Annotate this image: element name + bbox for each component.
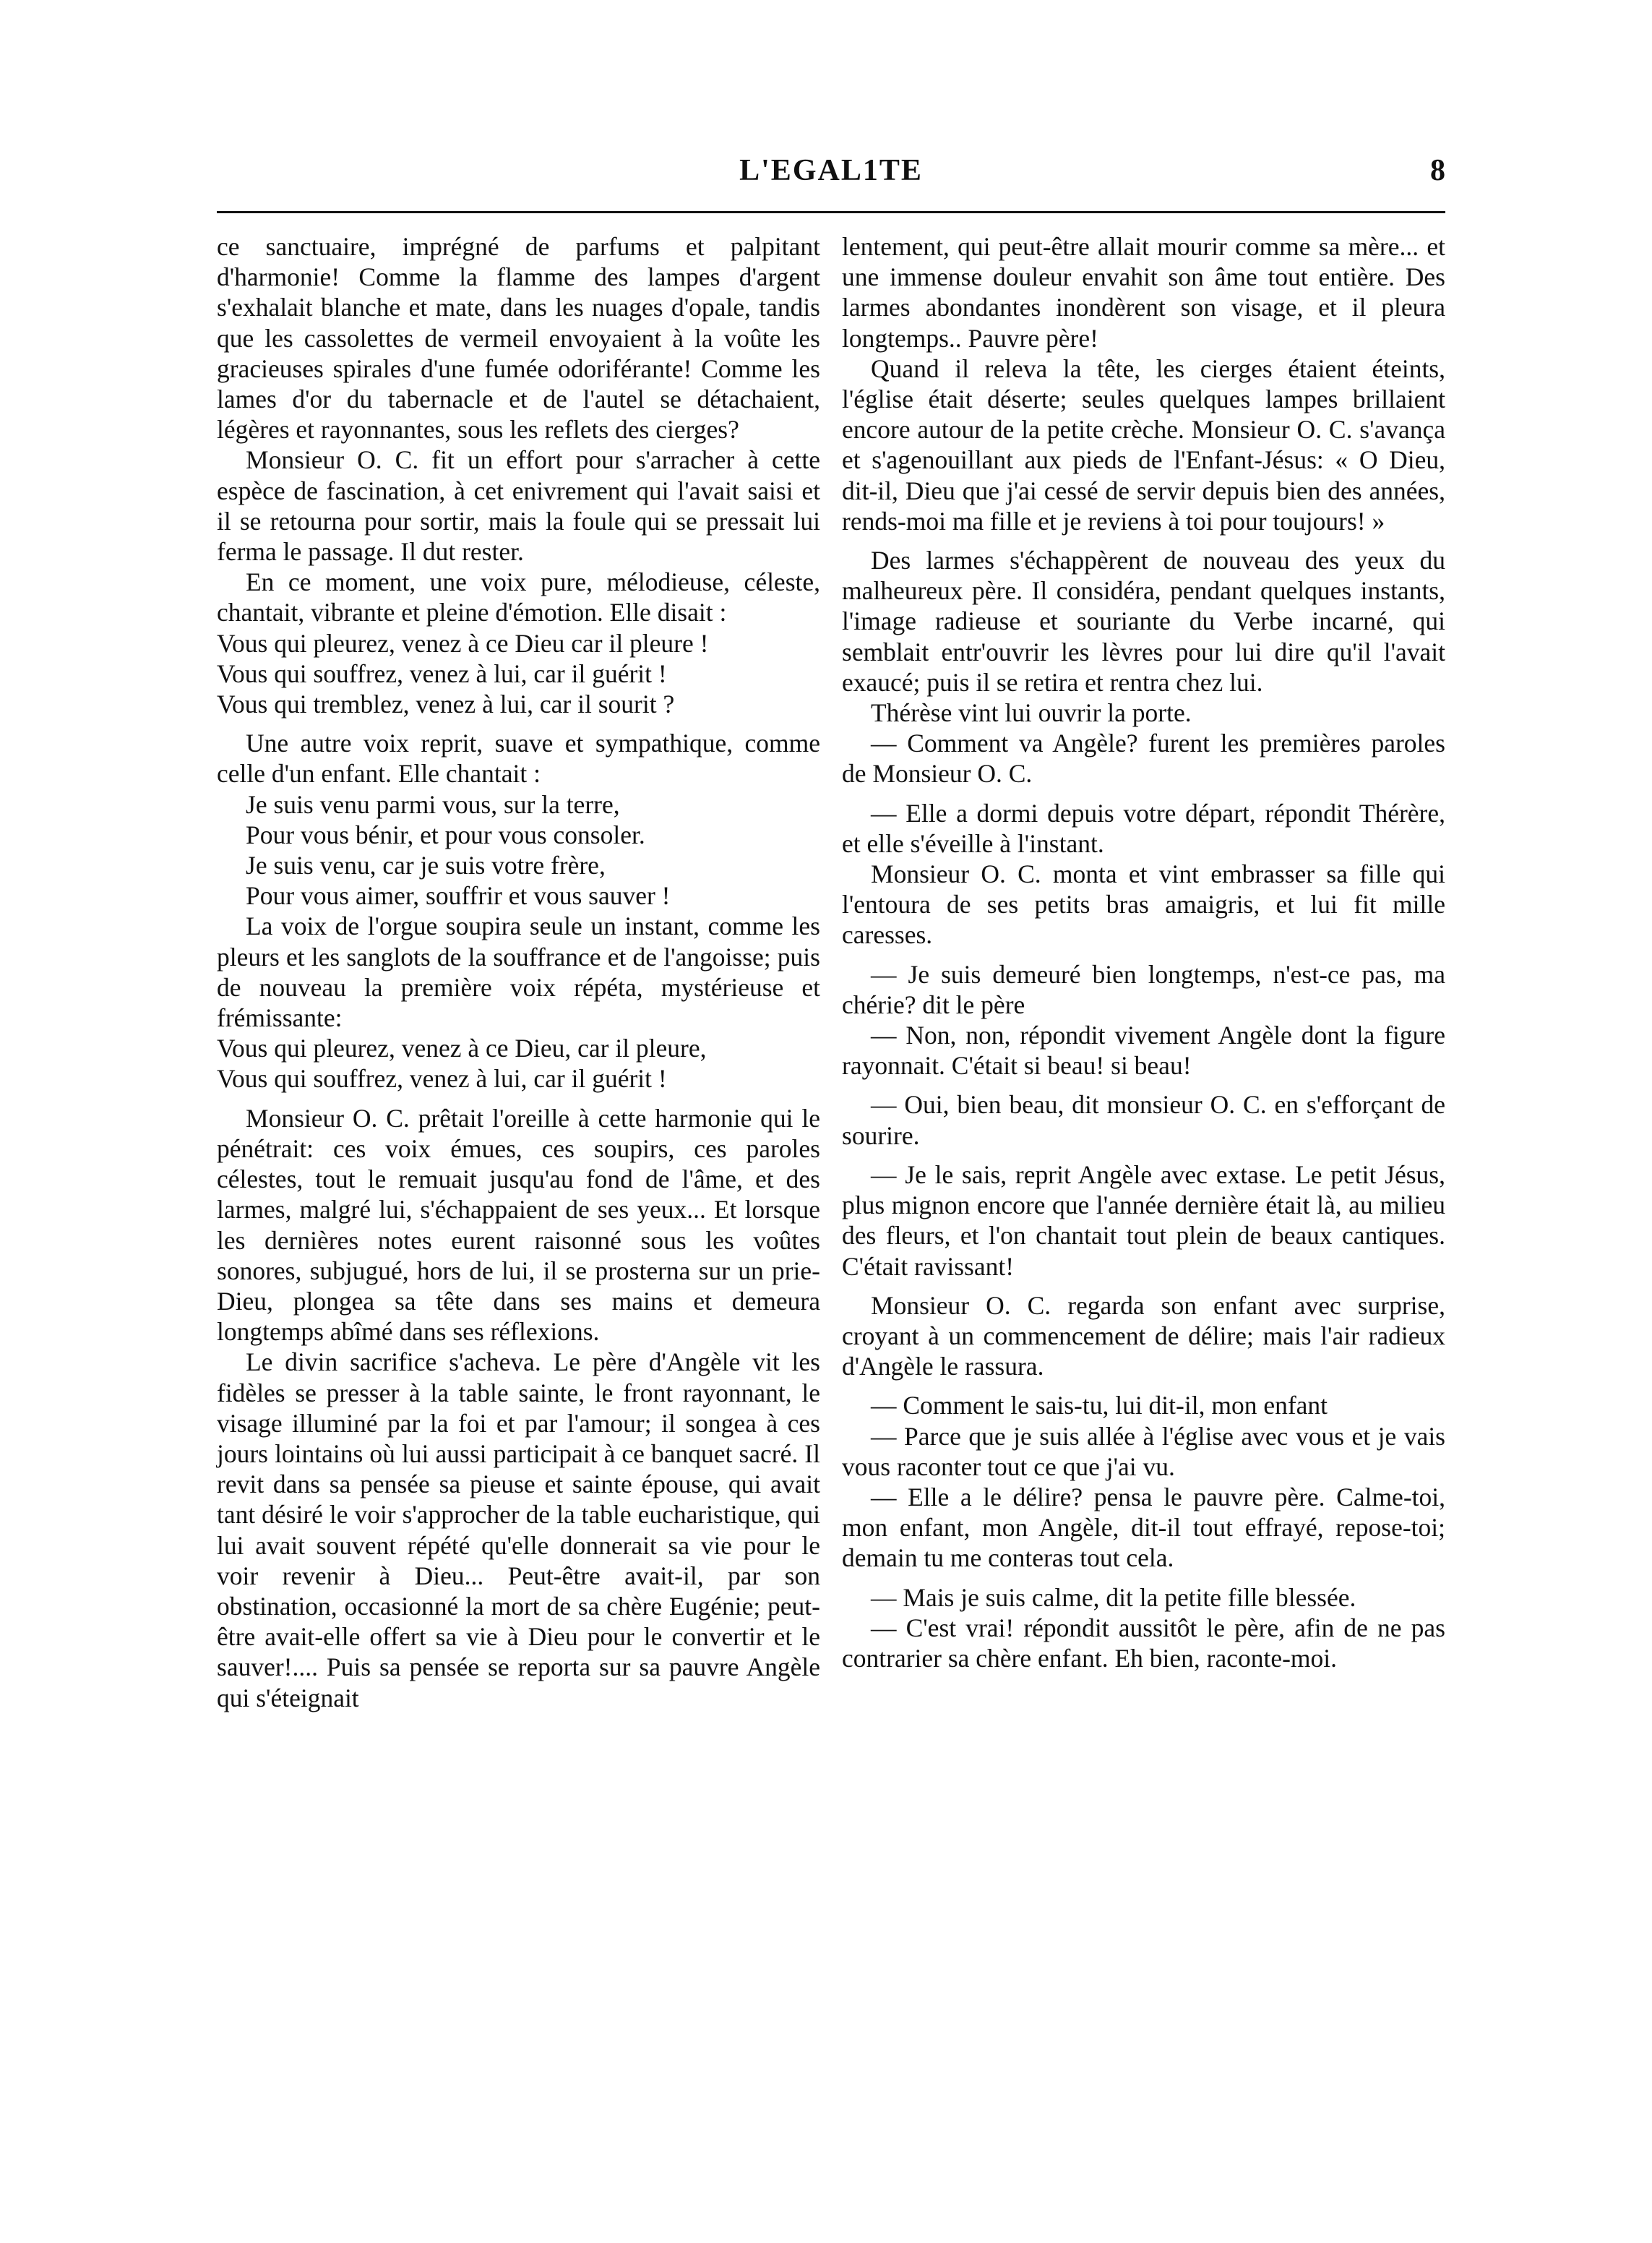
paragraph: La voix de l'orgue soupira seule un instant, comme les pleurs et les sanglots de la souffrance et de l'angoisse; puis de nouveau la première voix répéta, mystérieuse et frémissante: [217,912,820,1033]
paragraph: ce sanctuaire, imprégné de parfums et palpitant d'harmonie! Comme la flamme des lampes d'argent s'exhalait blanche et mate, dans les nuages d'opale, tandis que les cassolettes de vermeil envoyaient à la voûte les gracieuses spirales d'une fumée odoriférante! Comme les lames d'or du tabernacle et de l'autel se détachaient, légères et rayonnantes, sous les reflets des cierges? [217,232,820,445]
paragraph: lentement, qui peut-être allait mourir comme sa mère... et une immense douleur envahit son âme tout entière. Des larmes abondantes inondèrent son visage, et il pleura longtemps.. Pauvre père! [842,232,1445,353]
paragraph: En ce moment, une voix pure, mélodieuse, céleste, chantait, vibrante et pleine d'émotion. Elle disait : [217,567,820,627]
left-column [217,231,820,1713]
verse-line: Vous qui tremblez, venez à lui, car il sourit ? [217,690,675,719]
paragraph: — Elle a dormi depuis votre départ, répondit Thérère, et elle s'éveille à l'instant. [842,798,1445,858]
paragraph: Monsieur O. C. fit un effort pour s'arracher à cette espèce de fascination, à cet enivrement qui l'avait saisi et il se retourna pour sortir, mais la foule qui se pressait lui ferma le passage. Il dut rester. [217,445,820,567]
paragraph: — Comment va Angèle? furent les premières paroles de Monsieur O. C. [842,729,1445,789]
paragraph: Des larmes s'échappèrent de nouveau des yeux du malheureux père. Il considéra, pendant quelques instants, l'image radieuse et souriante du Verbe incarné, qui semblait entr'ouvrir les lèvres pour lui dire qu'il l'avait exaucé; puis il se retira et rentra chez lui. [842,546,1445,697]
verse-line: Vous qui souffrez, venez à lui, car il guérit ! [217,659,667,688]
right-column [842,231,1445,1673]
journal-title: L'EGAL1TE [739,154,923,187]
paragraph: Monsieur O. C. monta et vint embrasser sa fille qui l'entoura de ses petits bras amaigris, et lui fit mille caresses. [842,859,1445,950]
verse-line: Je suis venu parmi vous, sur la terre, [246,789,620,819]
verse-line: Vous qui souffrez, venez à lui, car il guérit ! [217,1064,667,1094]
paragraph: — Oui, bien beau, dit monsieur O. C. en s'efforçant de sourire. [842,1090,1445,1150]
paragraph: Une autre voix reprit, suave et sympathique, comme celle d'un enfant. Elle chantait : [217,729,820,789]
running-header [217,153,1445,197]
header-rule [217,211,1445,213]
paragraph: — C'est vrai! répondit aussitôt le père, afin de ne pas contrarier sa chère enfant. Eh bien, raconte-moi. [842,1613,1445,1673]
paragraph: — Je suis demeuré bien longtemps, n'est-ce pas, ma chérie? dit le père [842,959,1445,1019]
verse-line: Pour vous bénir, et pour vous consoler. [246,820,645,849]
paragraph: — Non, non, répondit vivement Angèle dont la figure rayonnait. C'était si beau! si beau! [842,1021,1445,1081]
paragraph: Monsieur O. C. prêtait l'oreille à cette harmonie qui le pénétrait: ces voix émues, ces soupirs, ces paroles célestes, tout le remuait jusqu'au fond de l'âme, et des larmes, malgré lui, s'échappaient de ses yeux... Et lorsque les dernières notes eurent raisonné sous les voûtes sonores, subjugué, hors de lui, il se prosterna sur un prie-Dieu, plongea sa tête dans ses mains et demeura longtemps abîmé dans ses réflexions. [217,1103,820,1347]
paragraph: — Comment le sais-tu, lui dit-il, mon enfant [871,1391,1328,1420]
paragraph: — Je le sais, reprit Angèle avec extase. Le petit Jésus, plus mignon encore que l'année dernière était là, au milieu des fleurs, et l'on chantait tout plein de beaux cantiques. C'était ravissant! [842,1159,1445,1281]
paragraph: Monsieur O. C. regarda son enfant avec surprise, croyant à un commencement de délire; mais l'air radieux d'Angèle le rassura. [842,1290,1445,1381]
paragraph: — Mais je suis calme, dit la petite fille blessée. [871,1582,1356,1612]
paragraph: — Elle a le délire? pensa le pauvre père. Calme-toi, mon enfant, mon Angèle, dit-il tout effrayé, repose-toi; demain tu me conteras tout cela. [842,1482,1445,1573]
paragraph: Le divin sacrifice s'acheva. Le père d'Angèle vit les fidèles se presser à la table sainte, le front rayonnant, le visage illuminé par la foi et par l'amour; il songea à ces jours lointains où lui aussi participait à ce banquet sacré. Il revit dans sa pensée sa pieuse et sainte épouse, qui avait tant désiré le voir s'approcher de la table eucharistique, qui lui avait souvent répété qu'elle donnerait sa vie pour le voir revenir à Dieu... Peut-être avait-il, par son obstination, occasionné la mort de sa chère Eugénie; peut-être avait-elle offert sa vie à Dieu pour le convertir et le sauver!.... Puis sa pensée se reporta sur sa pauvre Angèle qui s'éteignait [217,1347,820,1712]
paragraph: Quand il releva la tête, les cierges étaient éteints, l'église était déserte; seules quelques lampes brillaient encore autour de la petite crèche. Monsieur O. C. s'avança et s'agenouillant aux pieds de l'Enfant-Jésus: « O Dieu, dit-il, Dieu que j'ai cessé de servir depuis bien des années, rends-moi ma fille et je reviens à toi pour toujours! » [842,353,1445,536]
paragraph: — Parce que je suis allée à l'église avec vous et je vais vous raconter tout ce que j'ai vu. [842,1421,1445,1481]
paragraph: Thérèse vint lui ouvrir la porte. [871,698,1192,728]
verse-line: Vous qui pleurez, venez à ce Dieu car il pleure ! [217,628,709,658]
verse-line: Vous qui pleurez, venez à ce Dieu, car il pleure, [217,1034,707,1063]
verse-line: Pour vous aimer, souffrir et vous sauver ! [246,881,671,911]
verse-line: Je suis venu, car je suis votre frère, [246,851,606,880]
page-number: 8 [1430,154,1445,187]
